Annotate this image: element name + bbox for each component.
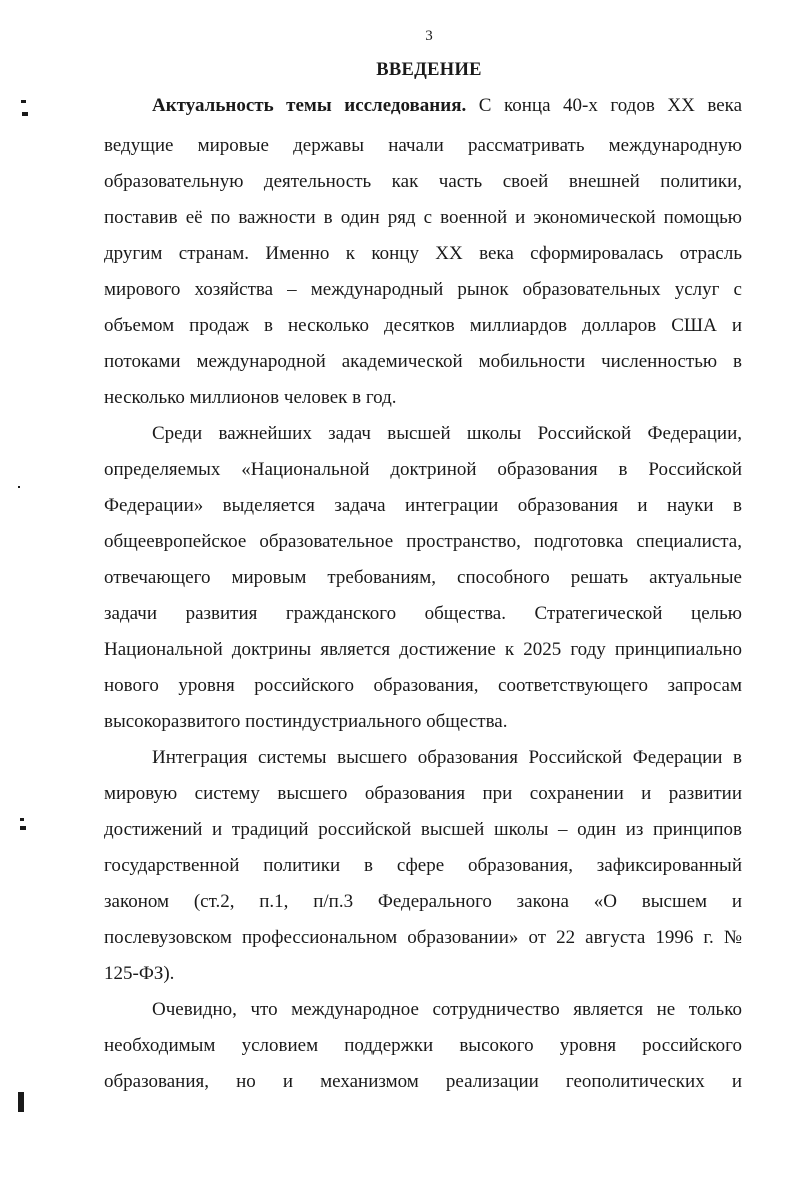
text-line: Национальной доктрины является достижение к 2025 году принципиально xyxy=(104,639,742,660)
text-line: Федерации» выделяется задача интеграции образования и науки в xyxy=(104,495,742,516)
text-line: Среди важнейших задач высшей школы Российской Федерации, xyxy=(152,423,742,444)
scan-mark xyxy=(22,112,28,116)
text-line: образовательную деятельность как часть своей внешней политики, xyxy=(104,171,742,192)
text-line: мировую систему высшего образования при сохранении и развитии xyxy=(104,783,742,804)
text-line: другим странам. Именно к концу XX века сформировалась отрасль xyxy=(104,243,742,264)
text-line: мирового хозяйства – международный рынок образовательных услуг с xyxy=(104,279,742,300)
page-number: 3 xyxy=(425,28,433,44)
text-line: законом (ст.2, п.1, п/п.3 Федерального закона «О высшем и xyxy=(104,891,742,912)
scan-mark xyxy=(20,818,24,821)
text-line: задачи развития гражданского общества. Стратегической целью xyxy=(104,603,742,624)
scan-mark xyxy=(18,486,20,488)
text-line: Интеграция системы высшего образования Российской Федерации в xyxy=(152,747,742,768)
text-line: несколько миллионов человек в год. xyxy=(104,387,397,408)
text-line: определяемых «Национальной доктриной образования в Российской xyxy=(104,459,742,480)
text-line: общеевропейское образовательное пространство, подготовка специалиста, xyxy=(104,531,742,552)
text-line: послевузовском профессиональном образовании» от 22 августа 1996 г. № xyxy=(104,927,742,948)
scan-mark xyxy=(21,100,26,103)
text-line: необходимым условием поддержки высокого уровня российского xyxy=(104,1035,742,1056)
text-line: достижений и традиций российской высшей школы – один из принципов xyxy=(104,819,742,840)
text-line: государственной политики в сфере образования, зафиксированный xyxy=(104,855,742,876)
text-line: образования, но и механизмом реализации геополитических и xyxy=(104,1071,742,1092)
scan-mark xyxy=(20,826,26,830)
text-line: нового уровня российского образования, соответствующего запросам xyxy=(104,675,742,696)
text-line: отвечающего мировым требованиям, способного решать актуальные xyxy=(104,567,742,588)
text-line: потоками международной академической мобильности численностью в xyxy=(104,351,742,372)
lead-phrase: Актуальность темы исследования. xyxy=(152,95,467,116)
text-line: 125-ФЗ). xyxy=(104,963,175,984)
text-line: Очевидно, что международное сотрудничество является не только xyxy=(152,999,742,1020)
text-line xyxy=(152,93,742,119)
text-line: высокоразвитого постиндустриального общества. xyxy=(104,711,508,732)
page-title: ВВЕДЕНИЕ xyxy=(376,60,482,80)
line-text: С конца 40-х годов XX века xyxy=(466,95,743,116)
text-line: ведущие мировые державы начали рассматривать международную xyxy=(104,135,742,156)
scan-mark xyxy=(18,1092,24,1112)
text-line: объемом продаж в несколько десятков миллиардов долларов США и xyxy=(104,315,742,336)
text-line: поставив её по важности в один ряд с военной и экономической помощью xyxy=(104,207,742,228)
